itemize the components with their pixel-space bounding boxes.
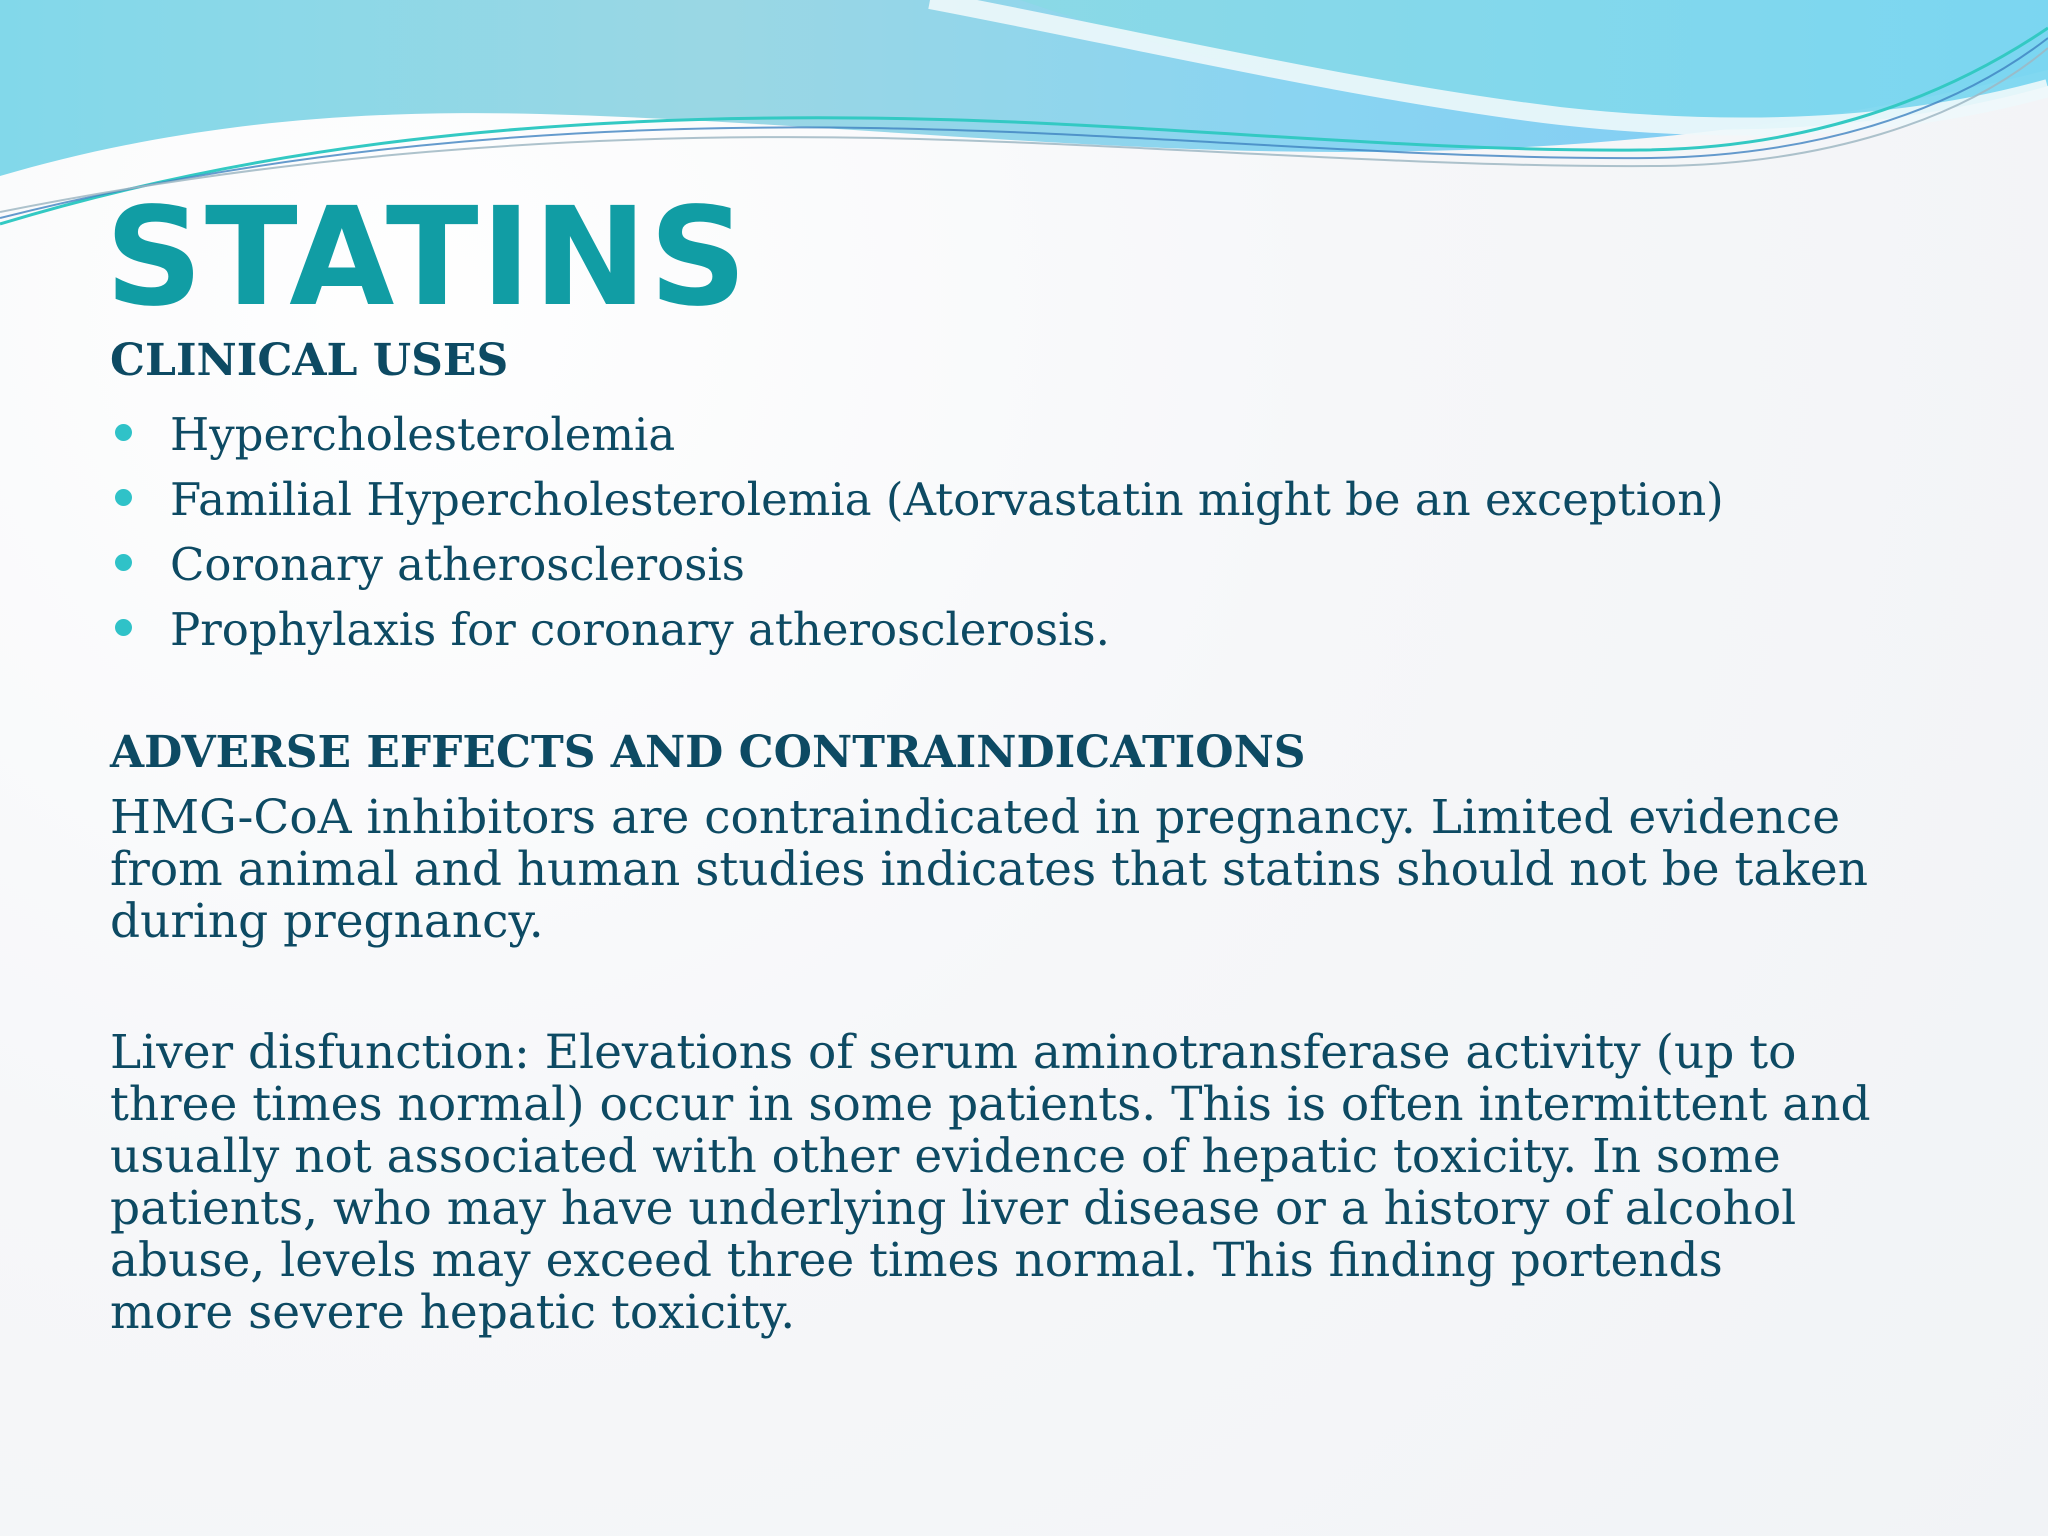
clinical-use-item: Prophylaxis for coronary atherosclerosis. xyxy=(110,597,1724,662)
adverse-effects-heading: ADVERSE EFFECTS AND CONTRAINDICATIONS xyxy=(110,727,1306,778)
clinical-uses-heading: CLINICAL USES xyxy=(110,335,509,386)
pregnancy-paragraph: HMG-CoA inhibitors are contraindicated in pregnancy. Limited evidence from animal and human studies indicates that statins should not be taken during pregnancy. xyxy=(110,790,1869,949)
clinical-use-item: Coronary atherosclerosis xyxy=(110,532,1724,597)
clinical-use-item: Hypercholesterolemia xyxy=(110,402,1724,467)
clinical-use-item: Familial Hypercholesterolemia (Atorvastatin might be an exception) xyxy=(110,467,1724,532)
slide-title: STATINS xyxy=(105,179,749,337)
liver-dysfunction-paragraph: Liver disfunction: Elevations of serum aminotransferase activity (up to three times normal) occur in some patients. This is often intermittent and usually not associated with other evidence of hepatic toxicity. In some patients, who may have underlying liver disease or a history of alcohol abuse, levels may exceed three times normal. This finding portends more severe hepatic toxicity. xyxy=(110,1025,1871,1340)
clinical-uses-list xyxy=(110,402,1724,662)
